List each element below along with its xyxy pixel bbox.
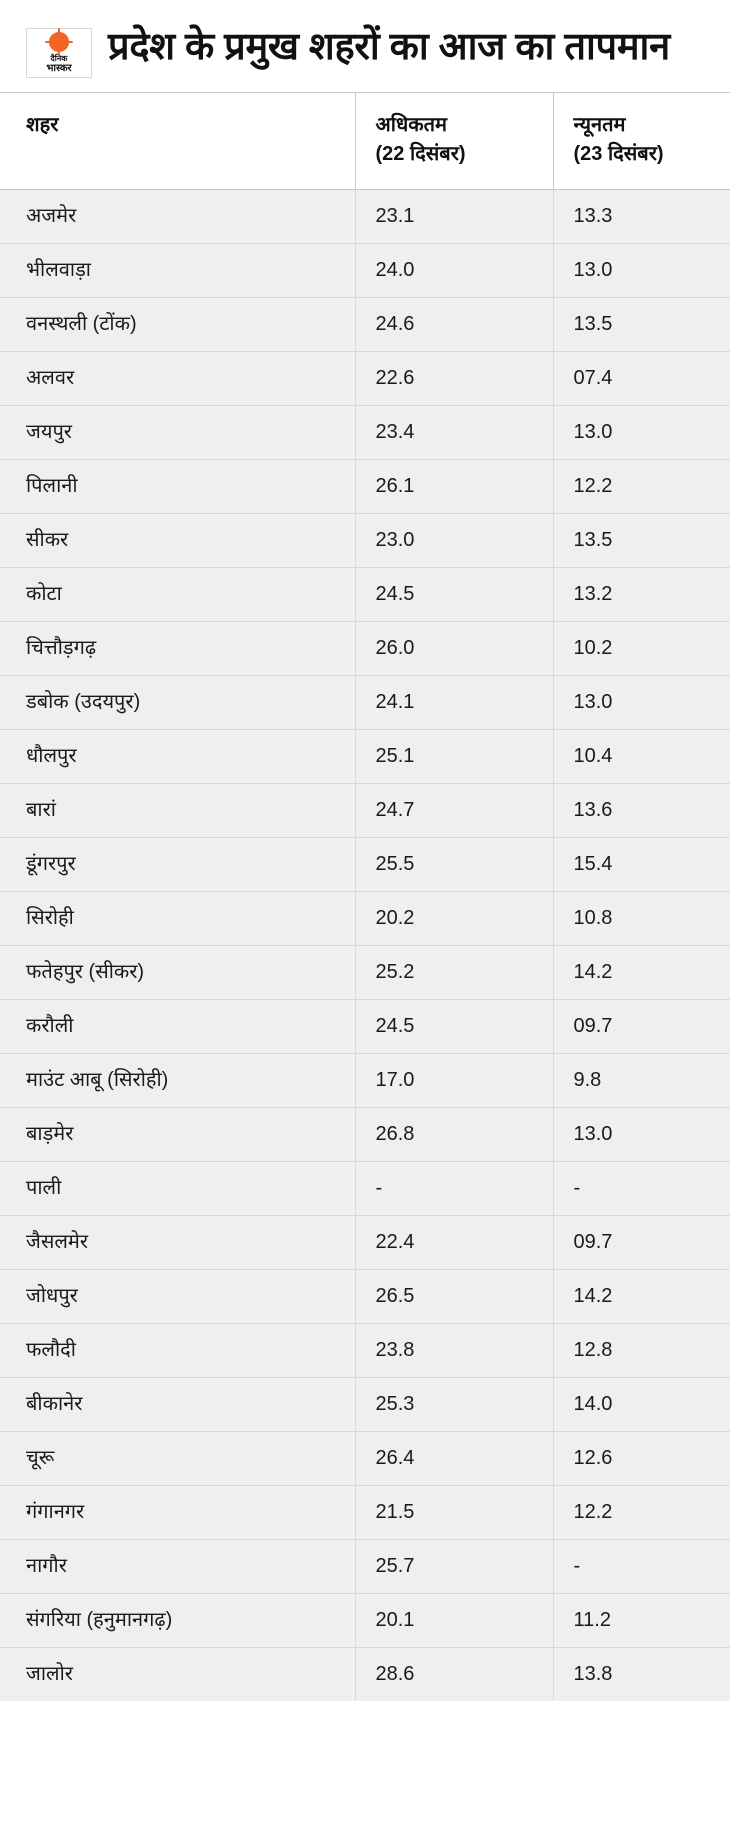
cell-min-temp: 13.0 [553,1108,730,1162]
table-row [0,784,730,838]
cell-min-temp: 11.2 [553,1594,730,1648]
table-row [0,352,730,406]
cell-city: सिरोही [0,892,355,946]
cell-max-temp: 26.1 [355,460,553,514]
sun-icon [49,32,69,52]
cell-city: जोधपुर [0,1270,355,1324]
cell-max-temp: 20.1 [355,1594,553,1648]
column-header-min [553,93,730,190]
column-header-max-date: (22 दिसंबर) [375,143,466,165]
table-row [0,1324,730,1378]
cell-min-temp: 10.2 [553,622,730,676]
table-row [0,622,730,676]
brand-logo-line2: भास्कर [46,63,72,74]
table-row [0,892,730,946]
cell-min-temp: 13.6 [553,784,730,838]
table-row [0,1270,730,1324]
cell-min-temp: 13.3 [553,190,730,244]
cell-city: अलवर [0,352,355,406]
cell-min-temp: 13.0 [553,406,730,460]
cell-max-temp: 26.4 [355,1432,553,1486]
table-row [0,298,730,352]
cell-city: पिलानी [0,460,355,514]
cell-city: अजमेर [0,190,355,244]
table-row [0,244,730,298]
cell-city: फतेहपुर (सीकर) [0,946,355,1000]
cell-max-temp: 25.5 [355,838,553,892]
cell-min-temp: 14.0 [553,1378,730,1432]
cell-max-temp: 25.7 [355,1540,553,1594]
cell-min-temp: 13.2 [553,568,730,622]
cell-city: वनस्थली (टोंक) [0,298,355,352]
cell-min-temp: 13.0 [553,676,730,730]
table-header-row [0,93,730,190]
cell-city: चित्तौड़गढ़ [0,622,355,676]
cell-min-temp: 12.8 [553,1324,730,1378]
cell-city: बारां [0,784,355,838]
cell-city: करौली [0,1000,355,1054]
temperature-table [0,92,730,1701]
table-row [0,190,730,244]
table-row [0,1378,730,1432]
cell-min-temp: 09.7 [553,1216,730,1270]
cell-city: पाली [0,1162,355,1216]
table-row [0,568,730,622]
table-row [0,1162,730,1216]
table-row [0,838,730,892]
cell-min-temp: 12.6 [553,1432,730,1486]
cell-max-temp: 21.5 [355,1486,553,1540]
cell-max-temp: 26.0 [355,622,553,676]
cell-min-temp: 9.8 [553,1054,730,1108]
table-row [0,1216,730,1270]
cell-max-temp: 17.0 [355,1054,553,1108]
cell-max-temp: 24.6 [355,298,553,352]
table-row [0,1054,730,1108]
cell-max-temp: 24.5 [355,568,553,622]
table-row [0,514,730,568]
cell-city: कोटा [0,568,355,622]
table-row [0,1000,730,1054]
column-header-max [355,93,553,190]
cell-city: बीकानेर [0,1378,355,1432]
cell-max-temp: 28.6 [355,1648,553,1702]
cell-max-temp: 24.0 [355,244,553,298]
column-header-min-date: (23 दिसंबर) [573,143,664,165]
cell-city: माउंट आबू (सिरोही) [0,1054,355,1108]
cell-city: सीकर [0,514,355,568]
cell-max-temp: 20.2 [355,892,553,946]
cell-min-temp: 07.4 [553,352,730,406]
table-body [0,190,730,1702]
cell-max-temp: 24.1 [355,676,553,730]
table-row [0,730,730,784]
cell-max-temp: - [355,1162,553,1216]
cell-max-temp: 23.0 [355,514,553,568]
brand-logo-line1: दैनिक [50,53,68,63]
cell-min-temp: 13.5 [553,298,730,352]
table-row [0,1432,730,1486]
table-row [0,1540,730,1594]
cell-min-temp: 14.2 [553,1270,730,1324]
cell-max-temp: 25.3 [355,1378,553,1432]
cell-min-temp: 12.2 [553,1486,730,1540]
table-row [0,1594,730,1648]
table-row [0,946,730,1000]
cell-max-temp: 23.1 [355,190,553,244]
cell-min-temp: 10.4 [553,730,730,784]
cell-city: फलौदी [0,1324,355,1378]
table-row [0,1648,730,1702]
table-row [0,1486,730,1540]
cell-city: संगरिया (हनुमानगढ़) [0,1594,355,1648]
cell-min-temp: 10.8 [553,892,730,946]
cell-city: भीलवाड़ा [0,244,355,298]
cell-min-temp: 13.5 [553,514,730,568]
cell-max-temp: 22.4 [355,1216,553,1270]
cell-max-temp: 22.6 [355,352,553,406]
cell-city: जयपुर [0,406,355,460]
cell-city: गंगानगर [0,1486,355,1540]
cell-city: जालोर [0,1648,355,1702]
cell-max-temp: 25.2 [355,946,553,1000]
cell-city: बाड़मेर [0,1108,355,1162]
header [0,0,730,92]
table-row [0,676,730,730]
cell-city: चूरू [0,1432,355,1486]
table-row [0,460,730,514]
cell-min-temp: 13.0 [553,244,730,298]
page-title: प्रदेश के प्रमुख शहरों का आज का तापमान [108,26,670,68]
cell-max-temp: 23.4 [355,406,553,460]
cell-city: जैसलमेर [0,1216,355,1270]
column-header-min-label: न्यूनतम [573,114,626,136]
table-row [0,406,730,460]
cell-min-temp: 14.2 [553,946,730,1000]
cell-city: डबोक (उदयपुर) [0,676,355,730]
cell-min-temp: 13.8 [553,1648,730,1702]
brand-logo [26,28,92,78]
cell-max-temp: 26.8 [355,1108,553,1162]
table-row [0,1108,730,1162]
table-header [0,93,730,190]
cell-max-temp: 25.1 [355,730,553,784]
cell-min-temp: 15.4 [553,838,730,892]
cell-min-temp: - [553,1162,730,1216]
cell-max-temp: 26.5 [355,1270,553,1324]
cell-max-temp: 24.7 [355,784,553,838]
cell-min-temp: - [553,1540,730,1594]
cell-max-temp: 24.5 [355,1000,553,1054]
cell-city: धौलपुर [0,730,355,784]
cell-max-temp: 23.8 [355,1324,553,1378]
temperature-table-wrapper [0,92,730,1701]
cell-min-temp: 09.7 [553,1000,730,1054]
column-header-max-label: अधिकतम [375,114,447,136]
column-header-city: शहर [0,93,355,190]
cell-city: डूंगरपुर [0,838,355,892]
cell-min-temp: 12.2 [553,460,730,514]
cell-city: नागौर [0,1540,355,1594]
